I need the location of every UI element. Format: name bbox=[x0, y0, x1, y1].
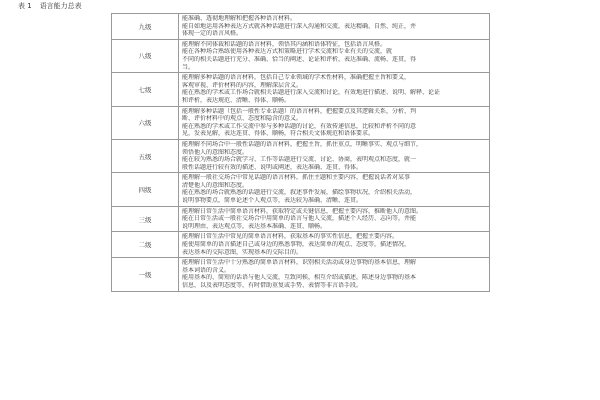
description-line: 当。 bbox=[182, 63, 195, 71]
description-line: 能理解不同场合中一般性话题的语言材料，把握主旨，抓住重点，明晰事实、观点与细节， bbox=[182, 140, 423, 148]
description-line: 客观审视、评价材料的内容，理解深层含义。 bbox=[182, 81, 303, 89]
table-row bbox=[112, 206, 490, 232]
table-row bbox=[112, 106, 490, 139]
description-line: 见，发表见解，表达连贯、得体、顺畅，符合相关文体规范和语体要求。 bbox=[182, 130, 375, 138]
level-description bbox=[179, 39, 490, 72]
table-row bbox=[112, 258, 490, 291]
description-line: 般性话题进行较有效的描述、说明或阐述，表达准确、连贯、得体。 bbox=[182, 163, 363, 171]
description-line: 能理解不同体裁和话题的语言材料，领悟其内涵和语体特征，包括语言风格。 bbox=[182, 40, 387, 48]
description-line: 说明事物要点，简单论述个人观点等，表达较为准确、清晰、连贯。 bbox=[182, 197, 363, 205]
description-line: 不同的相关话题进行充分、准确、恰当的阐述、论证和评析，表达准确、流畅、连贯，得 bbox=[182, 55, 417, 63]
table-row bbox=[112, 173, 490, 206]
description-line: 体现一定的语言风格。 bbox=[182, 30, 243, 38]
level-description bbox=[179, 73, 490, 106]
level-label: 三级 bbox=[112, 206, 179, 232]
level-description bbox=[179, 232, 490, 258]
description-line: 能理解日常生活中常见的简单语言材料，获取基本的事实性信息，把握主要内容。 bbox=[182, 233, 399, 241]
level-label: 九级 bbox=[112, 14, 179, 40]
level-label: 二级 bbox=[112, 232, 179, 258]
table-caption bbox=[18, 2, 82, 11]
level-description bbox=[179, 173, 490, 206]
description-line: 和评析，表达规范、清晰、得体、顺畅。 bbox=[182, 96, 291, 104]
level-label: 六级 bbox=[112, 106, 179, 139]
level-label: 五级 bbox=[112, 139, 179, 172]
level-description bbox=[179, 14, 490, 40]
description-line: 能用基本的、简短的话语与他人交流，互致问候，相互介绍或描述，陈述身边事物的基本 bbox=[182, 274, 417, 282]
level-label: 四级 bbox=[112, 173, 179, 206]
description-line: 能理解日常生活中十分熟悉的简单语言材料，识别相关活动或身边事物的基本信息，理解 bbox=[182, 259, 417, 267]
table-row bbox=[112, 14, 490, 40]
description-line: 能在各种场合熟练使用各种表达方式和策略进行学术交流和专业有关的交流，就 bbox=[182, 48, 393, 56]
description-line: 能在熟悉的学术或工作交流中参与多种话题的讨论，有效传递信息，比较和评析不同的意 bbox=[182, 122, 417, 130]
description-line: 能自如地运用各种表达方式就各种话题进行深入沟通和交流，表达精确、自然、纯正，并 bbox=[182, 22, 417, 30]
description-line: 能在熟悉的学术或工作场合就相关话题进行深入交流和讨论，有效地进行描述、说明、解释、论证 bbox=[182, 89, 441, 97]
description-line: 能在较为熟悉的场合就学习、工作等话题进行交流、讨论、协商，表明观点和态度，就一 bbox=[182, 156, 417, 164]
description-line: 表达基本的交际意图，实现基本的交际目的。 bbox=[182, 248, 303, 256]
language-ability-table bbox=[111, 13, 490, 292]
description-line: 能在日常生活或一般社交场合中用简单的语言与他人交流，描述个人经历、志向等，并能 bbox=[182, 215, 417, 223]
table-body bbox=[112, 14, 490, 292]
description-line: 基本词语的含义。 bbox=[182, 266, 231, 274]
level-label: 一级 bbox=[112, 258, 179, 291]
description-line: 说明理由、表达观点等，表达基本准确、连贯、顺畅。 bbox=[182, 222, 327, 230]
description-line: 能理解一般社交场合中常见话题的语言材料，抓住主题和主要内容，把握说话者对某事 bbox=[182, 174, 411, 182]
description-line: 能在熟悉的场合就熟悉的话题进行交流，叙述事件发展，描绘事物状况，介绍相关活动， bbox=[182, 189, 417, 197]
description-line: 能理解多种话题的语言材料，包括自己专业领域的学术性材料，准确把握主旨和要义， bbox=[182, 74, 411, 82]
table-row bbox=[112, 232, 490, 258]
description-line: 断、评价材料中的观点、态度和隐含的意义。 bbox=[182, 115, 303, 123]
description-line: 信息，以及表明态度等，有时借助重复或手势、表情等非言语手段。 bbox=[182, 282, 363, 289]
level-description bbox=[179, 206, 490, 232]
table-row bbox=[112, 39, 490, 72]
table-number: 表 1 bbox=[18, 2, 32, 10]
description-line: 领悟他人的意图和态度。 bbox=[182, 148, 249, 156]
level-label: 八级 bbox=[112, 39, 179, 72]
level-description bbox=[179, 258, 490, 291]
description-line: 能准确、透彻地理解和把握各种语言材料。 bbox=[182, 15, 297, 22]
table-title: 语言能力总表 bbox=[39, 2, 82, 10]
description-line: 清楚他人的意图和态度。 bbox=[182, 181, 249, 189]
table-row bbox=[112, 73, 490, 106]
table-row bbox=[112, 139, 490, 172]
level-description bbox=[179, 106, 490, 139]
description-line: 能使用简单的语言描述自己或身边的熟悉事物，表达简单的观点、态度等，描述情况， bbox=[182, 241, 411, 249]
description-line: 能理解日常生活中简单语言材料，获取特定或关键信息，把握主要内容，推断他人的意图。 bbox=[182, 207, 423, 215]
description-line: 能理解多种话题（包括一般性专业话题）的语言材料，把握要点及其逻辑关系，分析、判 bbox=[182, 107, 417, 115]
level-description bbox=[179, 139, 490, 172]
level-label: 七级 bbox=[112, 73, 179, 106]
